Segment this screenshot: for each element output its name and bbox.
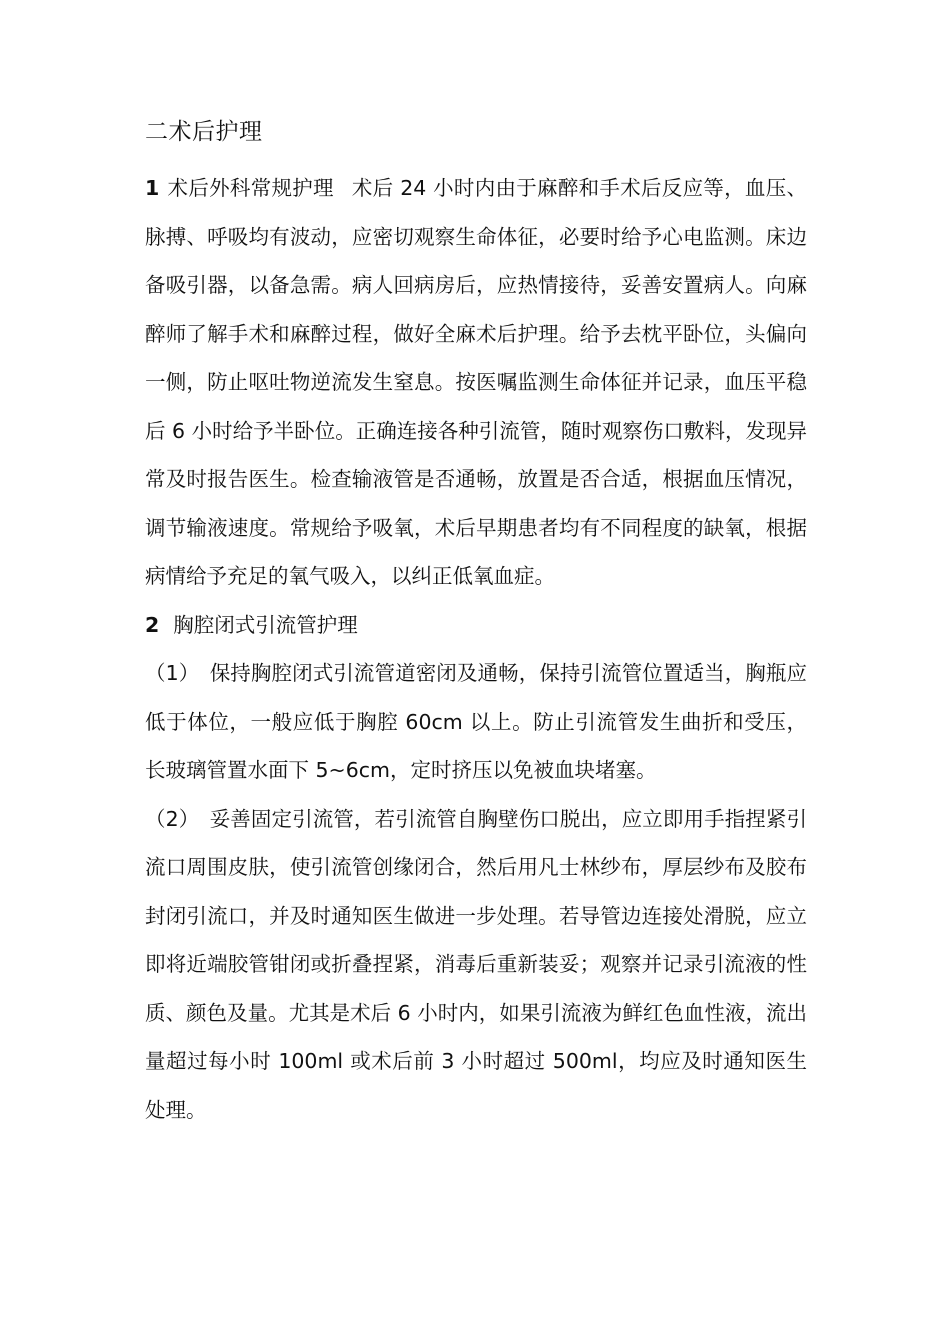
- section-1-title: 术后外科常规护理: [167, 176, 334, 200]
- document-content: [145, 112, 807, 1134]
- section-1-paragraph: [145, 164, 807, 601]
- section-1-number: 1: [145, 176, 160, 200]
- section-2-title: 胸腔闭式引流管护理: [173, 612, 358, 637]
- section-1-body: 术后 24 小时内由于麻醉和手术后反应等，血压、脉搏、呼吸均有波动，应密切观察生命体征，必要时给予心电监测。床边备吸引器，以备急需。病人回病房后，应热情接待，妥善安置病人。向麻醉师了解手术和麻醉过程，做好全麻术后护理。给予去枕平卧位，头偏向一侧，防止呕吐物逆流发生窒息。按医嘱监测生命体征并记录，血压平稳后 6 小时给予半卧位。正确连接各种引流管，随时观察伤口敷料，发现异常及时报告医生。检查输液管是否通畅，放置是否合适，根据血压情况，调节输液速度。常规给予吸氧，术后早期患者均有不同程度的缺氧，根据病情给予充足的氧气吸入，以纠正低氧血症。: [145, 176, 808, 588]
- section-2-heading: [145, 601, 807, 650]
- section-heading: 二术后护理: [145, 119, 263, 145]
- section-2-item-2: （2） 妥善固定引流管，若引流管自胸壁伤口脱出，应立即用手指捏紧引流口周围皮肤，使引流管创缘闭合，然后用凡士林纱布，厚层纱布及胶布封闭引流口，并及时通知医生做进一步处理。若导管边连接处滑脱，应立即将近端胶管钳闭或折叠捏紧，消毒后重新装妥；观察并记录引流液的性质、颜色及量。尤其是术后 6 小时内，如果引流液为鲜红色血性液，流出量超过每小时 100ml 或术后前 3 小时超过 500ml，均应及时通知医生处理。: [145, 806, 807, 1122]
- section-2-number: 2: [145, 612, 160, 637]
- section-2-item-1: （1） 保持胸腔闭式引流管道密闭及通畅，保持引流管位置适当，胸瓶应低于体位，一般应低于胸腔 60cm 以上。防止引流管发生曲折和受压，长玻璃管置水面下 5~6cm，定时挤压以免被血块堵塞。: [145, 661, 807, 782]
